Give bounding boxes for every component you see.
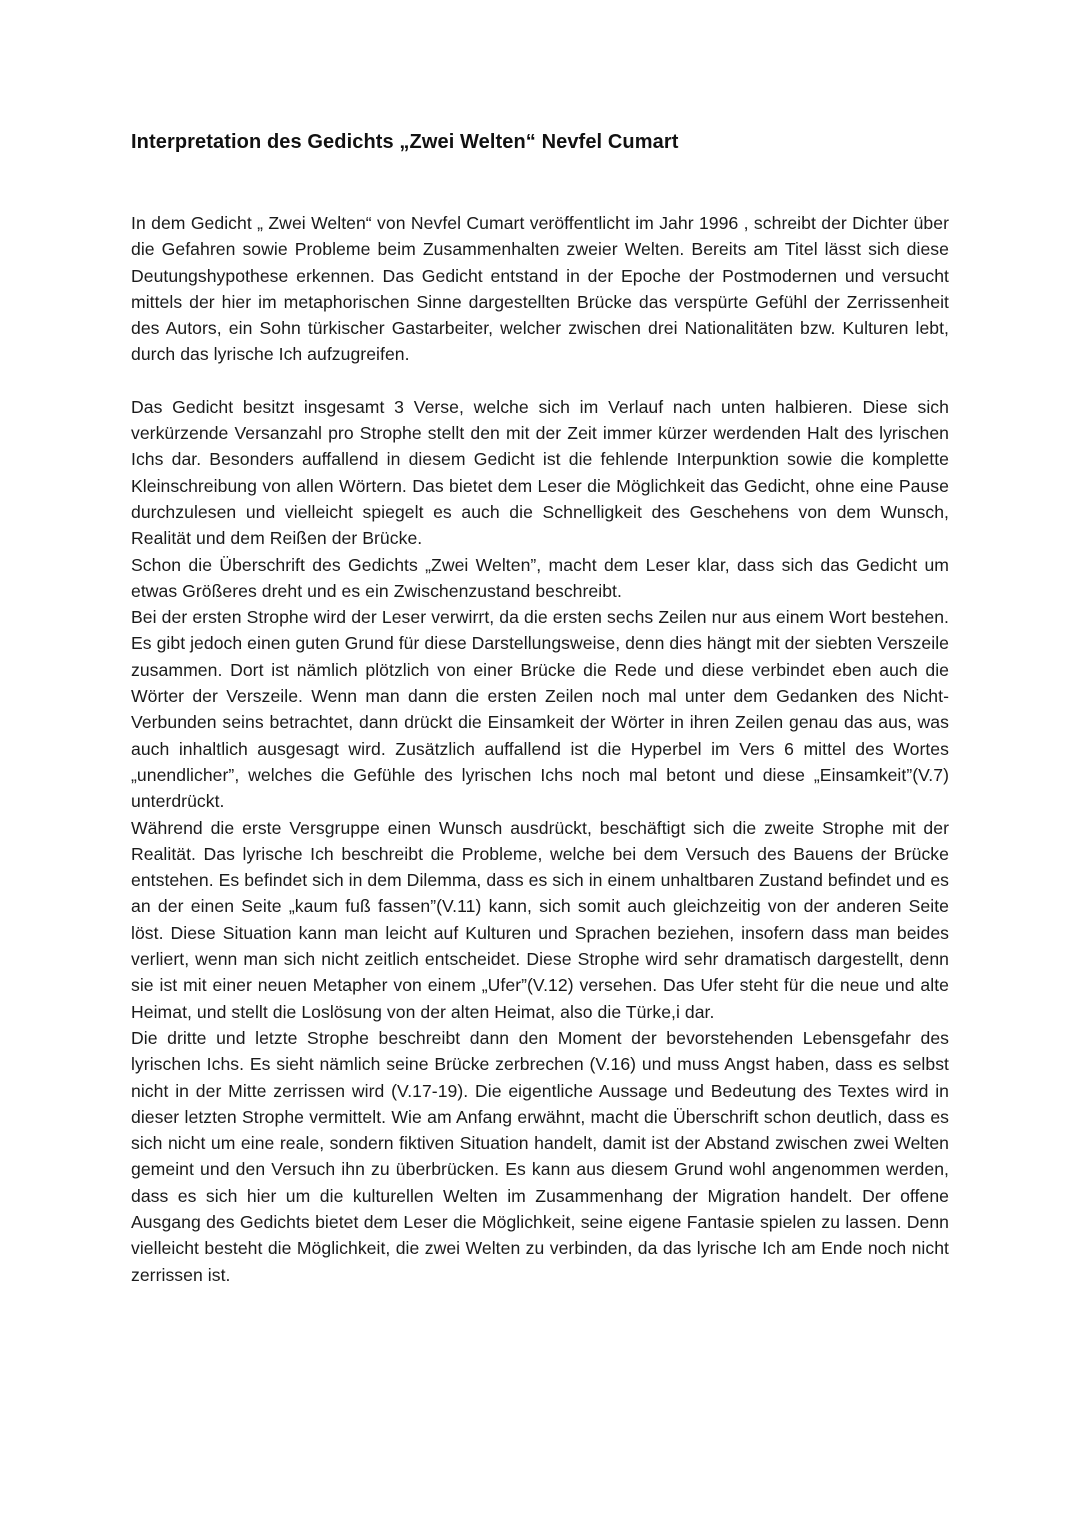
paragraph-first-stanza: Bei der ersten Strophe wird der Leser verwirrt, da die ersten sechs Zeilen nur aus einem Wort bestehen. Es gibt jedoch einen guten Grund für diese Darstellungsweise, denn dies hängt mit der siebten Verszeile zusammen. Dort ist nämlich plötzlich von einer Brücke die Rede und diese verbindet eben auch die Wörter der Verszeile. Wenn man dann die ersten Zeilen noch mal unter dem Gedanken des Nicht-Verbunden seins betrachtet, dann drückt die Einsamkeit der Wörter in ihren Zeilen genau das aus, was auch inhaltlich ausgesagt wird. Zusätzlich auffallend ist die Hyperbel im Vers 6 mittel des Wortes „unendlicher”, welches die Gefühle des lyrischen Ichs noch mal betont und diese „Einsamkeit”(V.7) unterdrückt. — [131, 607, 949, 812]
paragraph-form-analysis: Das Gedicht besitzt insgesamt 3 Verse, welche sich im Verlauf nach unten halbieren. Diese sich verkürzende Versanzahl pro Strophe stellt den mit der Zeit immer kürzer werdenden Halt des lyrischen Ichs dar. Besonders auffallend in diesem Gedicht ist die fehlende Interpunktion sowie die komplette Kleinschreibung von allen Wörtern. Das bietet dem Leser die Möglichkeit das Gedicht, ohne eine Pause durchzulesen und vielleicht spiegelt es auch die Schnelligkeit des Geschehens von dem Wunsch, Realität und dem Reißen der Brücke. — [131, 396, 949, 549]
paragraph-third-stanza: Die dritte und letzte Strophe beschreibt dann den Moment der bevorstehenden Lebensgefahr des lyrischen Ichs. Es sieht nämlich seine Brücke zerbrechen (V.16) und muss Angst haben, dass es selbst nicht in der Mitte zerrissen wird (V.17-19). Die eigentliche Aussage und Bedeutung des Textes wird in dieser letzten Strophe vermittelt. Wie am Anfang erwähnt, macht die Überschrift schon deutlich, dass es sich nicht um eine reale, sondern fiktiven Situation handelt, damit ist der Abstand zwischen zwei Welten gemeint und den Versuch ihn zu überbrücken. Es kann aus diesem Grund wohl angenommen werden, dass es sich hier um die kulturellen Welten im Zusammenhang der Migration handelt. Der offene Ausgang des Gedichts bietet dem Leser die Möglichkeit, seine eigene Fantasie spielen zu lassen. Denn vielleicht besteht die Möglichkeit, die zwei Welten zu verbinden, da das lyrische Ich am Ende noch nicht zerrissen ist. — [131, 1027, 949, 1285]
document-page — [131, 128, 949, 1288]
document-body — [131, 210, 949, 1288]
paragraph-second-stanza: Während die erste Versgruppe einen Wunsch ausdrückt, beschäftigt sich die zweite Strophe mit der Realität. Das lyrische Ich beschreibt die Probleme, welche bei dem Versuch des Bauens der Brücke entstehen. Es befindet sich in dem Dilemma, dass es sich in einem unhaltbaren Zustand befindet und es an der einen Seite „kaum fuß fassen”(V.11) kann, sich somit auch gleichzeitig von der anderen Seite löst. Diese Situation kann man leicht auf Kulturen und Sprachen beziehen, insofern dass man beides verliert, wenn man sich nicht zeitlich entscheidet. Diese Strophe wird sehr dramatisch dargestellt, denn sie ist mit einer neuen Metapher von einem „Ufer”(V.12) versehen. Das Ufer steht für die neue und alte Heimat, und stellt die Loslösung von der alten Heimat, also die Türke,i dar. — [131, 817, 949, 1022]
paragraph-title-analysis: Schon die Überschrift des Gedichts „Zwei Welten”, macht dem Leser klar, dass sich das Gedicht um etwas Größeres dreht und es ein Zwischenzustand beschreibt. — [131, 554, 949, 601]
paragraph-introduction: In dem Gedicht „ Zwei Welten“ von Nevfel Cumart veröffentlicht im Jahr 1996 , schreibt der Dichter über die Gefahren sowie Probleme beim Zusammenhalten zweier Welten. Bereits am Titel lässt sich diese Deutungshypothese erkennen. Das Gedicht entstand in der Epoche der Postmodernen und versucht mittels der hier im metaphorischen Sinne dargestellten Brücke das verspürte Gefühl der Zerrissenheit des Autors, ein Sohn türkischer Gastarbeiter, welcher zwischen drei Nationalitäten bzw. Kulturen lebt, durch das lyrische Ich aufzugreifen. — [131, 213, 949, 365]
document-title: Interpretation des Gedichts „Zwei Welten“ Nevfel Cumart — [131, 131, 679, 153]
